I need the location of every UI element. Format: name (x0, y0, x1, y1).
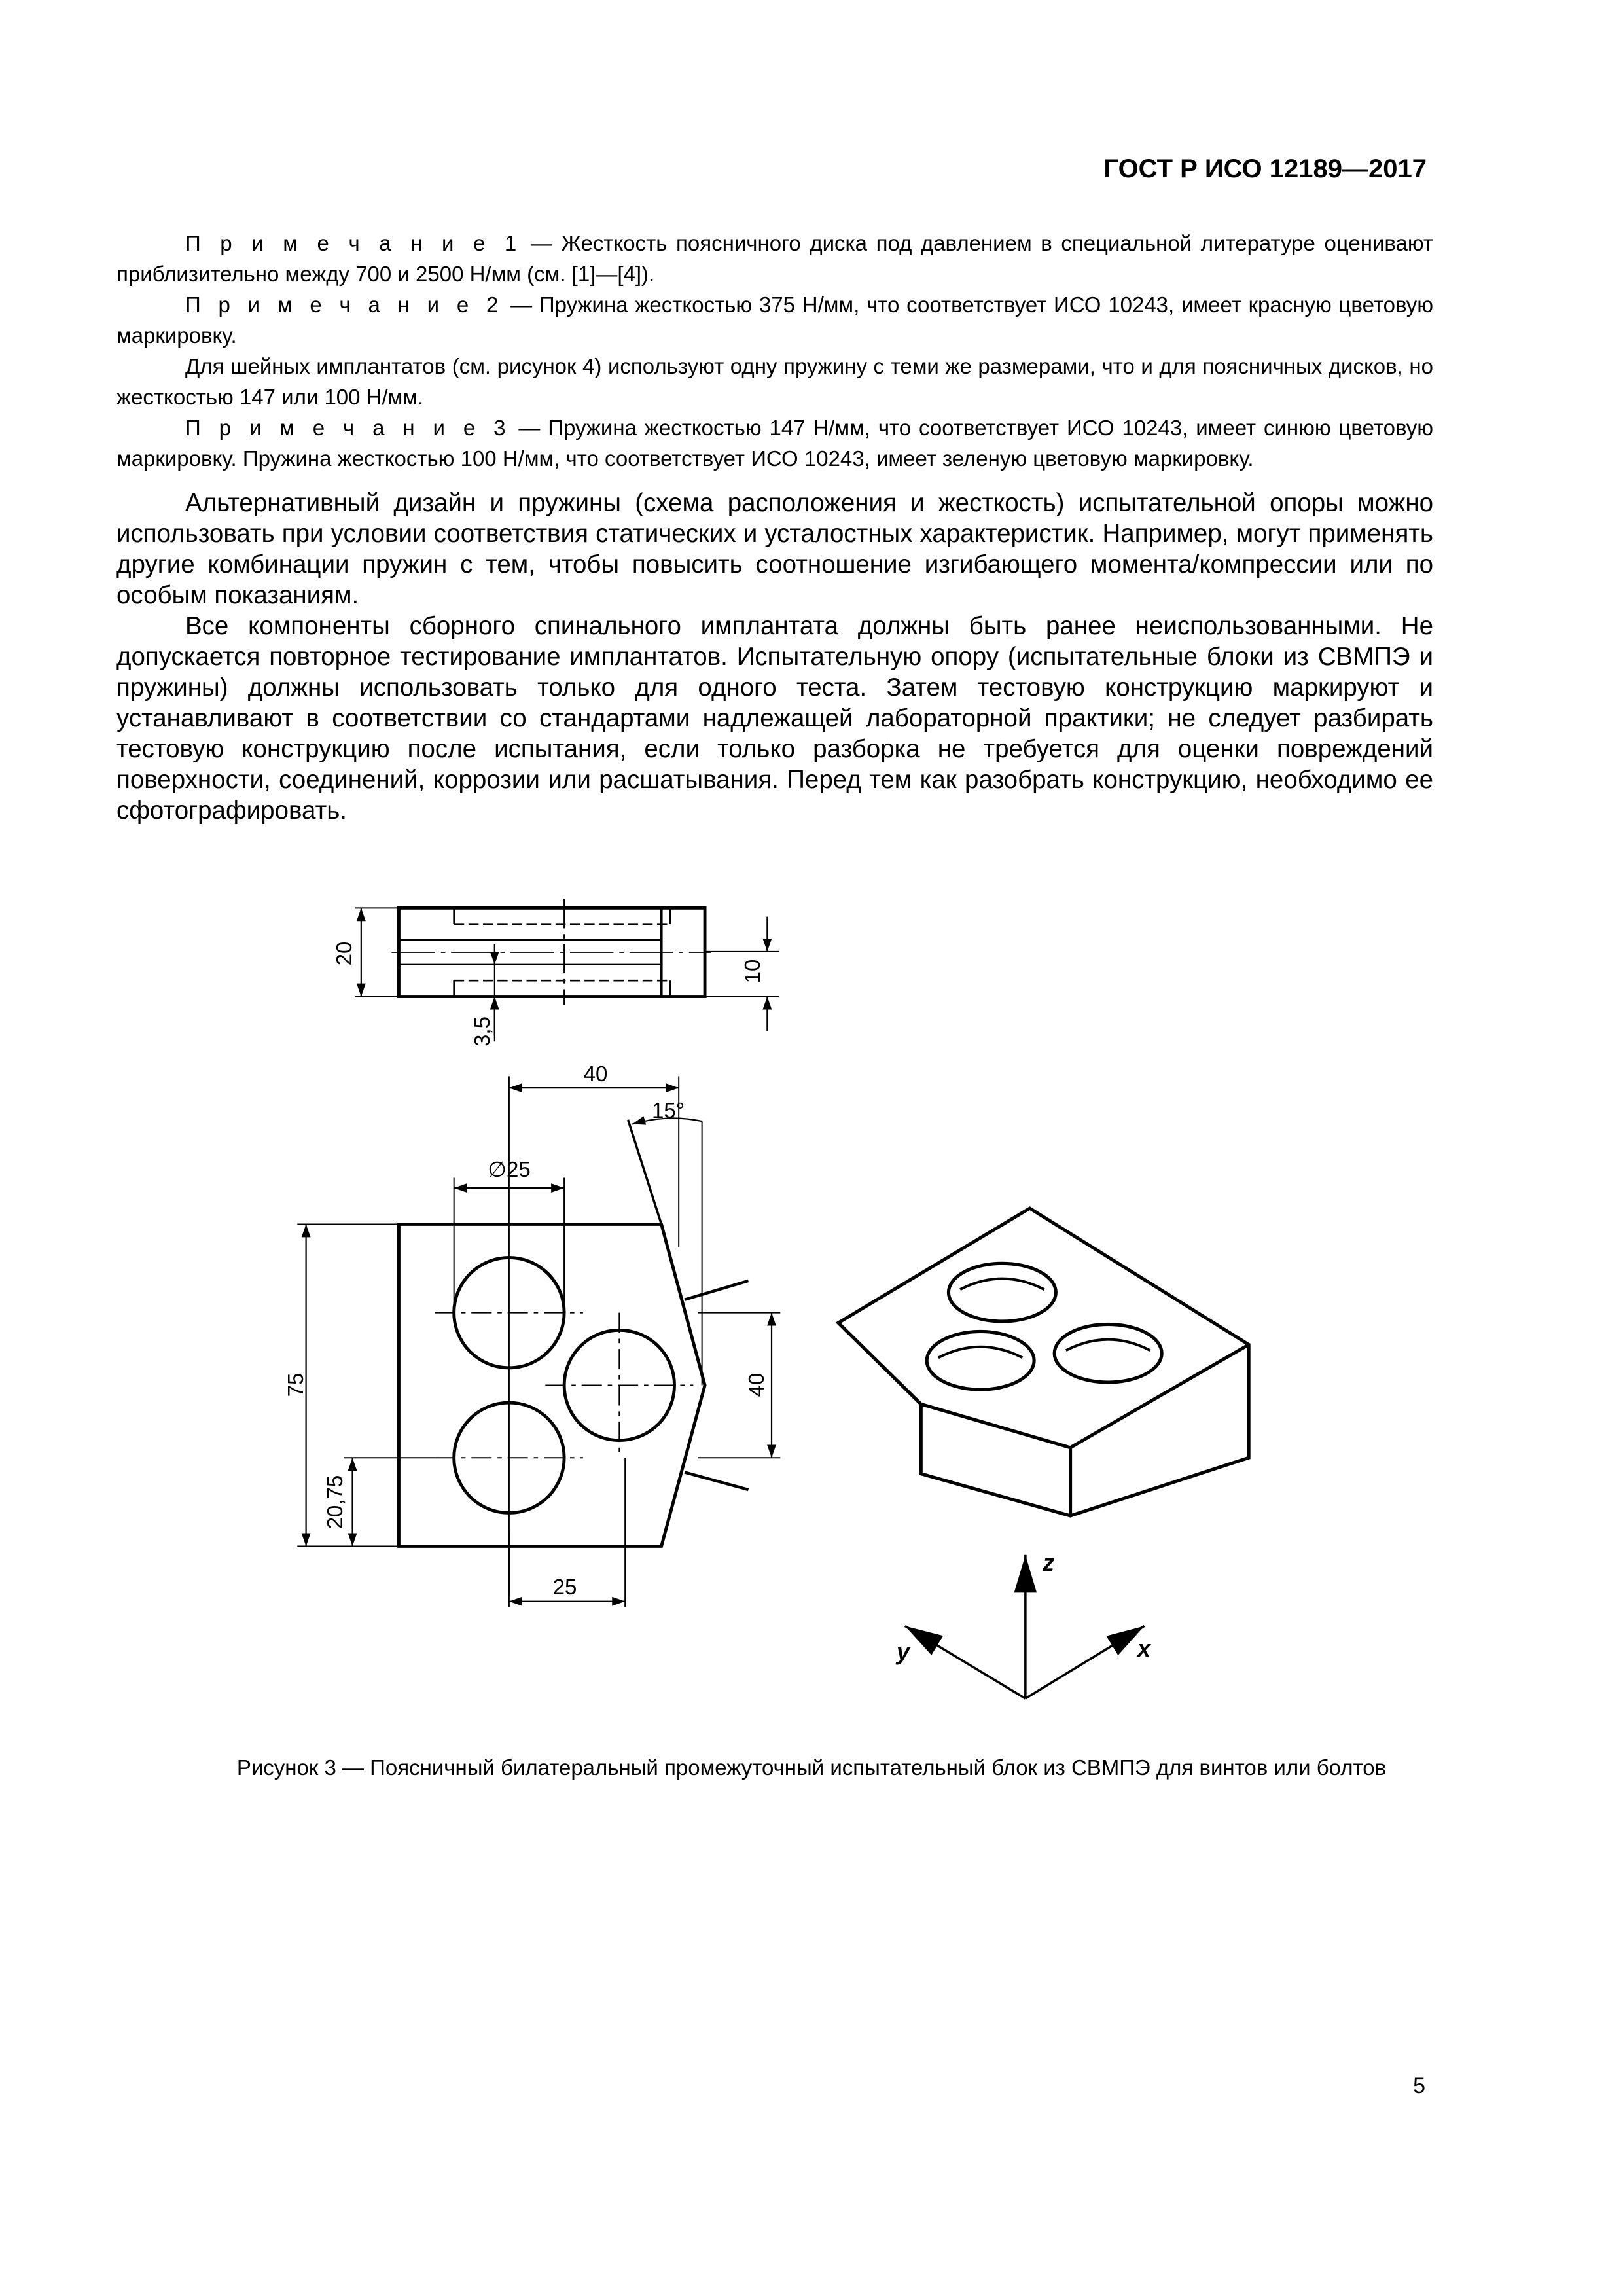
body-text (116, 488, 1433, 826)
iso-hole-front-right (1054, 1324, 1162, 1382)
note-label: П р и м е ч а н и е 2 (185, 293, 504, 317)
paragraph: Альтернативный дизайн и пружины (схема расположения и жесткость) испытательной опоры можно использовать при условии соответствия статических и усталостных характеристик. Например, могут применять другие комбинации пружин с тем, чтобы повысить соотношение изгибающего момента/компрессии или по особым показаниям. (116, 489, 1433, 609)
paragraph: Все компоненты сборного спинального имплантата должны быть ранее неиспользованными. Не допускается повторное тестирование имплантатов. Испытательную опору (испытательные блоки из СВМПЭ и пружины) должны использовать только для одного теста. Затем тестовую конструкцию маркируют и устанавливают в соответствии со стандартами надлежащей лабораторной практики; не следует разбирать тестовую конструкцию после испытания, если только разборка не требуется для оценки повреждений поверхности, соединений, коррозии или расшатывания. Перед тем как разобрать конструкцию, необходимо ее сфотографировать. (116, 612, 1433, 825)
dim-bottom-offset: 20,75 (323, 1475, 347, 1530)
axis-label-x: x (1137, 1635, 1151, 1662)
dim-right-spacing: 40 (744, 1372, 768, 1397)
figure-3 (0, 851, 1623, 1734)
side-view (355, 899, 779, 1041)
axis-label-z: z (1043, 1549, 1054, 1576)
dim-side-height: 20 (332, 941, 356, 966)
note-text: — Жесткость поясничного диска под давлением в специальной литературе оценивают приблизительно между 700 и 2500 Н/мм (см. [1]—[4]). (116, 231, 1433, 286)
document-code: ГОСТ Р ИСО 12189—2017 (1103, 154, 1427, 183)
dim-side-depth: 3,5 (470, 1016, 494, 1047)
dim-hole-diameter: ∅25 (488, 1157, 531, 1181)
coordinate-axes (905, 1555, 1145, 1698)
dim-top-width: 40 (583, 1062, 608, 1086)
dim-bottom-width: 25 (552, 1575, 577, 1599)
dim-side-inner: 10 (740, 959, 764, 984)
note-text: — Пружина жесткостью 147 Н/мм, что соответствует ИСО 10243, имеет синюю цветовую маркировку. Пружина жесткостью 100 Н/мм, что соответствует ИСО 10243, имеет зеленую цветовую маркировку. (116, 416, 1433, 471)
note-3 (116, 412, 1433, 474)
axis-label-y: y (897, 1638, 910, 1665)
iso-hole-front-left (927, 1331, 1034, 1390)
page-number: 5 (1413, 2073, 1425, 2098)
notes-section (116, 228, 1433, 474)
note-label: П р и м е ч а н и е 3 (185, 416, 511, 440)
note-2 (116, 289, 1433, 351)
iso-hole-back (948, 1263, 1056, 1321)
top-view (297, 1076, 780, 1607)
note-text: — Пружина жесткостью 375 Н/мм, что соответствует ИСО 10243, имеет красную цветовую маркировку. (116, 293, 1433, 348)
note-label: П р и м е ч а н и е 1 (185, 231, 522, 255)
dim-total-height: 75 (283, 1372, 308, 1397)
technical-drawing (0, 851, 1623, 1734)
isometric-view (838, 1208, 1249, 1516)
figure-caption: Рисунок 3 — Поясничный билатеральный промежуточный испытательный блок из СВМПЭ для винтов или болтов (236, 1755, 1387, 1780)
note-cervical (116, 351, 1433, 412)
note-text: Для шейных имплантатов (см. рисунок 4) используют одну пружину с теми же размерами, что и для поясничных дисков, но жесткостью 147 или 100 Н/мм. (116, 354, 1433, 409)
dim-angle: 15° (652, 1098, 685, 1122)
note-1 (116, 228, 1433, 289)
